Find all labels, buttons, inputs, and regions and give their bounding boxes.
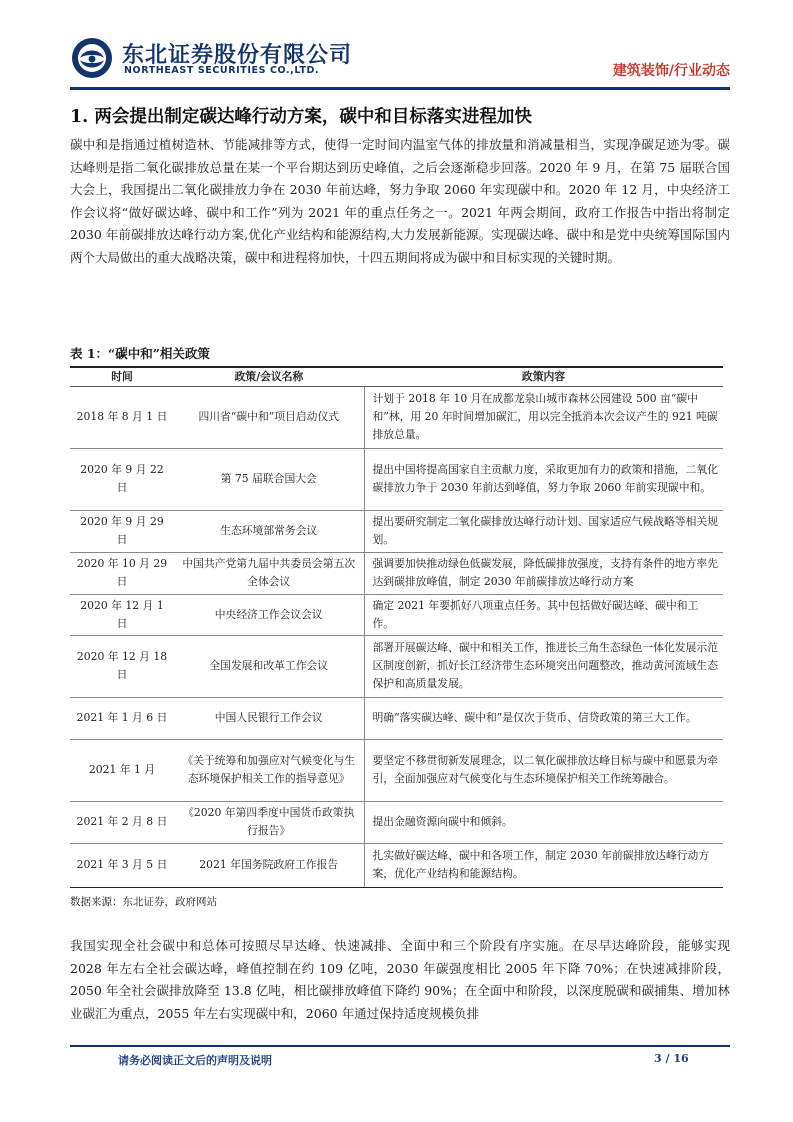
table-row xyxy=(70,594,723,635)
cell-date: 2020 年 10 月 29 日 xyxy=(70,552,174,594)
cell-content: 确定 2021 年要抓好八项重点任务。其中包括做好碳达峰、碳中和工作。 xyxy=(364,594,723,635)
table-row xyxy=(70,386,723,448)
cell-content: 明确“落实碳达峰、碳中和”是仅次于货币、信贷政策的第三大工作。 xyxy=(364,697,723,739)
cell-date: 2021 年 2 月 8 日 xyxy=(70,801,174,843)
cell-content: 提出金融资源向碳中和倾斜。 xyxy=(364,801,723,843)
policy-table xyxy=(70,366,723,888)
cell-meeting: 中国共产党第九届中共委员会第五次全体会议 xyxy=(174,552,364,594)
table-row xyxy=(70,635,723,697)
header-meeting: 政策/会议名称 xyxy=(234,370,304,384)
cell-content: 提出要研究制定二氧化碳排放达峰行动计划、国家适应气候战略等相关规划。 xyxy=(364,510,723,552)
table-row xyxy=(70,801,723,843)
cell-meeting: 中国人民银行工作会议 xyxy=(174,697,364,739)
company-name-cn: 东北证券股份有限公司 xyxy=(122,43,353,68)
cell-content: 部署开展碳达峰、碳中和相关工作，推进长三角生态绿色一体化发展示范区制度创新，抓好长江经济带生态环境突出问题整改，推动黄河流域生态保护和高质量发展。 xyxy=(364,635,723,697)
body-paragraph: 我国实现全社会碳中和总体可按照尽早达峰、快速减排、全面中和三个阶段有序实施。在尽早达峰阶段，能够实现 2028 年左右全社会碳达峰，峰值控制在约 109 亿吨，2030 年碳强度相比 2005 年下降 70%；在快速减排阶段，2050 年全社会碳排放降至 13.8 亿吨，相比碳排放峰值下降约 90%；在全面中和阶段，以深度脱碳和碳捕集、增加林业碳汇为重点，2055 年左右实现碳中和，2060 年通过保持适度规模负排 xyxy=(70,938,730,1021)
table-row xyxy=(70,843,723,887)
cell-content: 要坚定不移贯彻新发展理念，以二氧化碳排放达峰目标与碳中和愿景为牵引，全面加强应对气候变化与生态环境保护相关工作统筹融合。 xyxy=(364,739,723,801)
header-divider xyxy=(70,87,730,90)
footer-divider xyxy=(70,1045,730,1047)
cell-content: 强调要加快推动绿色低碳发展，降低碳排放强度，支持有条件的地方率先达到碳排放峰值，制定 2030 年前碳排放达峰行动方案 xyxy=(364,552,723,594)
cell-meeting: 《2020 年第四季度中国货币政策执行报告》 xyxy=(174,801,364,843)
intro-paragraph: 碳中和是指通过植树造林、节能减排等方式，使得一定时间内温室气体的排放量和消减量相当，实现净碳足迹为零。碳达峰则是指二氧化碳排放总量在某一个平台期达到历史峰值，之后会逐渐稳步回落。2020 年 9 月，在第 75 届联合国大会上，我国提出二氧化碳排放力争在 2030 年前达峰，努力争取 2060 年实现碳中和。2020 年 12 月，中央经济工作会议将“做好碳达峰、碳中和工作”列为 2021 年的重点任务之一。2021 年两会期间，政府工作报告中指出将制定 2030 年前碳排放达峰行动方案,优化产业结构和能源结构,大力发展新能源。实现碳达峰、碳中和是党中央统筹国际国内两个大局做出的重大战略决策，碳中和进程将加快，十四五期间将成为碳中和目标实现的关键时期。 xyxy=(70,137,730,265)
table-title: 表 1：“碳中和”相关政策 xyxy=(70,346,210,361)
cell-date: 2021 年 1 月 6 日 xyxy=(70,697,174,739)
table-row xyxy=(70,552,723,594)
cell-meeting: 2021 年国务院政府工作报告 xyxy=(174,843,364,887)
table-row xyxy=(70,697,723,739)
cell-content: 计划于 2018 年 10 月在成都龙泉山城市森林公园建设 500 亩“碳中和”林，用 20 年时间增加碳汇，用以完全抵消本次会议产生的 921 吨碳排放总量。 xyxy=(364,386,723,448)
data-source: 数据来源：东北证券，政府网站 xyxy=(70,896,217,908)
cell-date: 2018 年 8 月 1 日 xyxy=(70,386,174,448)
section-title: 1. 两会提出制定碳达峰行动方案，碳中和目标落实进程加快 xyxy=(70,107,532,127)
page-header xyxy=(70,36,730,86)
company-name-en: NORTHEAST SECURITIES CO.,LTD. xyxy=(124,65,320,76)
cell-date: 2020 年 9 月 22 日 xyxy=(70,448,174,510)
cell-meeting: 第 75 届联合国大会 xyxy=(174,448,364,510)
cell-date: 2020 年 12 月 1 日 xyxy=(70,594,174,635)
page-number: 3 / 16 xyxy=(654,1052,689,1065)
cell-meeting: 中央经济工作会议会议 xyxy=(174,594,364,635)
table-row xyxy=(70,448,723,510)
cell-date: 2020 年 9 月 29 日 xyxy=(70,510,174,552)
cell-meeting: 四川省“碳中和”项目启动仪式 xyxy=(174,386,364,448)
cell-meeting: 生态环境部常务会议 xyxy=(174,510,364,552)
cell-content: 提出中国将提高国家自主贡献力度，采取更加有力的政策和措施，二氧化碳排放力争于 2030 年前达到峰值，努力争取 2060 年前实现碳中和。 xyxy=(364,448,723,510)
disclaimer-note: 请务必阅读正文后的声明及说明 xyxy=(118,1054,272,1067)
table-row xyxy=(70,739,723,801)
cell-meeting: 《关于统筹和加强应对气候变化与生态环境保护相关工作的指导意见》 xyxy=(174,739,364,801)
header-content: 政策内容 xyxy=(521,370,566,384)
table-header-row xyxy=(70,367,723,386)
report-category: 建筑装饰/行业动态 xyxy=(612,63,730,79)
cell-date: 2021 年 3 月 5 日 xyxy=(70,843,174,887)
cell-meeting: 全国发展和改革工作会议 xyxy=(174,635,364,697)
company-logo-icon xyxy=(70,36,114,80)
header-date: 时间 xyxy=(111,370,133,384)
table-row xyxy=(70,510,723,552)
cell-content: 扎实做好碳达峰、碳中和各项工作，制定 2030 年前碳排放达峰行动方案，优化产业结构和能源结构。 xyxy=(364,843,723,887)
cell-date: 2020 年 12 月 18 日 xyxy=(70,635,174,697)
cell-date: 2021 年 1 月 xyxy=(70,739,174,801)
